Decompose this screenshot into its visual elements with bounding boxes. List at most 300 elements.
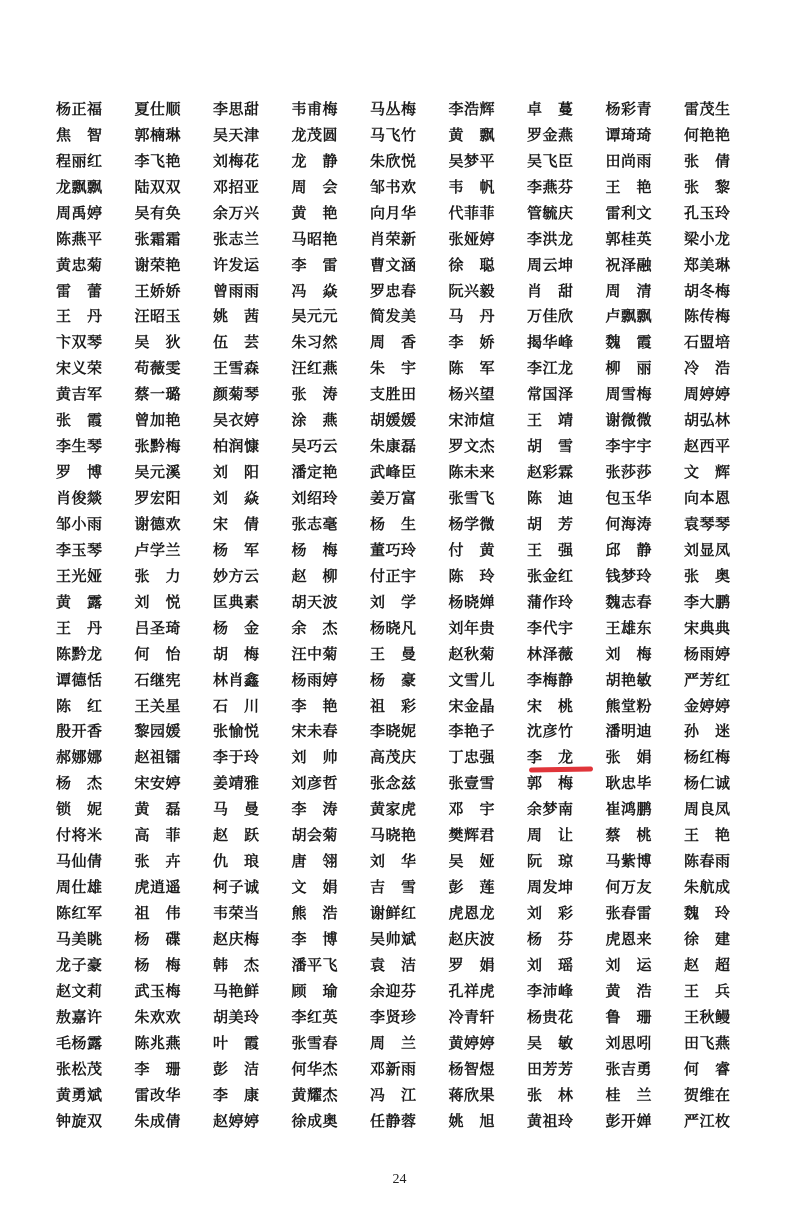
name-cell: 蒲作玲 <box>527 592 574 611</box>
name-cell: 吴有奂 <box>134 203 182 222</box>
name-cell: 刘 帅 <box>291 748 339 767</box>
name-row <box>56 1056 746 1082</box>
name-cell: 杨学微 <box>448 514 496 533</box>
name-cell: 赵庆波 <box>448 929 496 948</box>
name-cell: 李代宇 <box>527 618 574 637</box>
name-cell: 程丽红 <box>56 151 103 170</box>
name-cell: 朱习然 <box>291 333 339 352</box>
name-cell: 黄 露 <box>56 592 103 611</box>
name-row <box>56 226 746 252</box>
name-cell: 王雄东 <box>605 618 653 637</box>
name-cell: 向本恩 <box>684 489 731 508</box>
name-cell: 张 奥 <box>684 566 731 585</box>
name-cell: 杨 生 <box>370 514 417 533</box>
name-cell: 黄勇斌 <box>56 1085 103 1104</box>
name-cell: 唐 翎 <box>291 852 339 871</box>
name-cell: 杨 金 <box>213 618 260 637</box>
name-cell: 郭 梅 <box>527 774 574 793</box>
name-cell: 吴衣婷 <box>213 411 260 430</box>
name-cell: 张 卉 <box>134 852 182 871</box>
name-cell: 付 黄 <box>448 540 496 559</box>
name-cell: 吴梦平 <box>448 151 496 170</box>
name-cell: 崔鸿鹏 <box>605 800 653 819</box>
name-cell: 贺维在 <box>684 1085 731 1104</box>
name-cell: 向月华 <box>370 203 417 222</box>
name-cell: 邹书欢 <box>370 177 417 196</box>
name-cell: 刘 运 <box>605 955 653 974</box>
name-row <box>56 278 746 304</box>
name-cell: 孙 迷 <box>684 722 731 741</box>
name-cell: 武玉梅 <box>134 981 182 1000</box>
name-cell: 余 杰 <box>291 618 339 637</box>
name-cell: 李晓妮 <box>370 722 417 741</box>
name-cell: 张 涛 <box>291 385 339 404</box>
name-cell: 周雪梅 <box>605 385 653 404</box>
name-cell: 张金红 <box>527 566 574 585</box>
name-cell: 徐 建 <box>684 929 731 948</box>
name-cell: 杨 梅 <box>291 540 339 559</box>
name-cell: 任静蓉 <box>370 1111 417 1130</box>
name-cell: 袁琴琴 <box>684 514 731 533</box>
name-row <box>56 926 746 952</box>
name-cell: 陈 红 <box>56 696 103 715</box>
name-cell: 石盟培 <box>684 333 731 352</box>
name-cell: 李 珊 <box>134 1059 182 1078</box>
name-cell: 韦荣当 <box>213 904 260 923</box>
name-row <box>56 770 746 796</box>
name-cell: 丁忠强 <box>448 748 496 767</box>
name-cell: 周 兰 <box>370 1033 417 1052</box>
name-cell: 胡 雪 <box>527 437 574 456</box>
name-cell: 姚 茜 <box>213 307 260 326</box>
name-cell: 黎园媛 <box>134 722 182 741</box>
name-cell: 马 曼 <box>213 800 260 819</box>
name-cell: 揭华峰 <box>527 333 574 352</box>
name-cell: 朱欣悦 <box>370 151 417 170</box>
name-cell: 杨雨婷 <box>684 644 731 663</box>
name-cell: 吴 娅 <box>448 852 496 871</box>
name-cell: 刘 梅 <box>605 644 653 663</box>
name-cell: 王 曼 <box>370 644 417 663</box>
name-cell: 严江枚 <box>684 1111 731 1130</box>
name-cell: 孔祥虎 <box>448 981 496 1000</box>
name-cell: 胡 芳 <box>527 514 574 533</box>
name-cell: 赵 超 <box>684 955 731 974</box>
name-cell: 钱梦玲 <box>605 566 653 585</box>
name-cell: 王 艳 <box>605 177 653 196</box>
name-cell: 邓 宇 <box>448 800 496 819</box>
name-cell: 吴元溪 <box>134 463 182 482</box>
name-cell: 李 博 <box>291 929 339 948</box>
name-cell: 高茂庆 <box>370 748 417 767</box>
name-row <box>56 1030 746 1056</box>
name-cell: 黄 艳 <box>291 203 339 222</box>
name-cell: 张 黎 <box>684 177 731 196</box>
name-cell: 姚 旭 <box>448 1111 496 1130</box>
name-row <box>56 485 746 511</box>
name-cell: 张松茂 <box>56 1059 103 1078</box>
name-cell: 耿忠毕 <box>605 774 653 793</box>
name-cell: 杨 豪 <box>370 670 417 689</box>
name-row <box>56 381 746 407</box>
name-cell: 罗文杰 <box>448 437 496 456</box>
name-cell: 高 菲 <box>134 826 182 845</box>
name-cell: 宋 桃 <box>527 696 574 715</box>
name-cell: 龙飘飘 <box>56 177 103 196</box>
name-cell: 宋安婷 <box>134 774 182 793</box>
name-cell: 马昭艳 <box>291 229 339 248</box>
name-cell: 张莎莎 <box>605 463 653 482</box>
names-grid <box>56 96 746 1134</box>
name-cell: 罗 博 <box>56 463 103 482</box>
name-cell: 殷开香 <box>56 722 103 741</box>
name-cell: 张 倩 <box>684 151 731 170</box>
name-cell: 何海涛 <box>605 514 653 533</box>
name-cell: 魏志春 <box>605 592 653 611</box>
name-cell: 李艳子 <box>448 722 496 741</box>
name-row <box>56 1082 746 1108</box>
name-cell: 朱航成 <box>684 878 731 897</box>
name-cell: 黄 飘 <box>448 125 496 144</box>
name-cell: 卓 蔓 <box>527 99 574 118</box>
name-row <box>56 952 746 978</box>
name-cell: 彭 洁 <box>213 1059 260 1078</box>
name-cell: 李 康 <box>213 1085 260 1104</box>
name-cell: 朱成倩 <box>134 1111 182 1130</box>
name-cell: 许发运 <box>213 255 260 274</box>
name-cell: 杨 杰 <box>56 774 103 793</box>
name-cell: 仇 琅 <box>213 852 260 871</box>
name-cell: 汪红燕 <box>291 359 339 378</box>
name-cell: 李浩辉 <box>448 99 496 118</box>
name-row <box>56 1108 746 1134</box>
name-cell: 黄祖玲 <box>527 1111 574 1130</box>
name-cell: 宋未春 <box>291 722 339 741</box>
name-cell: 阮 琼 <box>527 852 574 871</box>
name-cell: 张志兰 <box>213 229 260 248</box>
name-cell: 罗宏阳 <box>134 489 182 508</box>
name-cell: 杨 军 <box>213 540 260 559</box>
name-cell: 胡媛媛 <box>370 411 417 430</box>
name-cell: 张春雷 <box>605 904 653 923</box>
name-cell: 肖俊燚 <box>56 489 103 508</box>
name-row <box>56 122 746 148</box>
name-row <box>56 796 746 822</box>
name-cell: 刘 焱 <box>213 489 260 508</box>
name-cell: 杨 碟 <box>134 929 182 948</box>
name-cell: 赵 跃 <box>213 826 260 845</box>
name-row <box>56 511 746 537</box>
name-cell: 谭琦琦 <box>605 125 653 144</box>
name-cell: 黄耀杰 <box>291 1085 339 1104</box>
name-cell: 冯 焱 <box>291 281 339 300</box>
name-cell: 杨红梅 <box>684 748 731 767</box>
name-cell: 朱康磊 <box>370 437 417 456</box>
name-cell: 张 力 <box>134 566 182 585</box>
name-row <box>56 822 746 848</box>
name-cell: 钟旋双 <box>56 1111 103 1130</box>
name-cell: 姜靖雅 <box>213 774 260 793</box>
name-cell: 马美眺 <box>56 929 103 948</box>
name-cell: 何 睿 <box>684 1059 731 1078</box>
name-cell: 曾加艳 <box>134 411 182 430</box>
name-cell: 卢飘飘 <box>605 307 653 326</box>
name-cell: 杨正福 <box>56 99 103 118</box>
name-cell: 杨仁诚 <box>684 774 731 793</box>
name-cell: 王 丹 <box>56 618 103 637</box>
name-cell: 刘 瑶 <box>527 955 574 974</box>
name-cell: 虎恩来 <box>605 929 653 948</box>
name-cell: 祝泽融 <box>605 255 653 274</box>
name-cell: 周婷婷 <box>684 385 731 404</box>
name-cell: 马艳鲜 <box>213 981 260 1000</box>
name-cell: 马飞竹 <box>370 125 417 144</box>
name-cell: 张霜霜 <box>134 229 182 248</box>
name-cell: 沈彦竹 <box>527 722 574 741</box>
name-cell: 黄吉军 <box>56 385 103 404</box>
name-cell: 毛杨露 <box>56 1033 103 1052</box>
name-cell: 包玉华 <box>605 489 653 508</box>
name-cell: 雷茂生 <box>684 99 731 118</box>
name-cell: 吴帅斌 <box>370 929 417 948</box>
name-cell: 陈燕平 <box>56 229 103 248</box>
name-cell: 杨彩青 <box>605 99 653 118</box>
name-cell: 王 兵 <box>684 981 731 1000</box>
name-row <box>56 174 746 200</box>
name-cell: 王 艳 <box>684 826 731 845</box>
name-cell: 冷 浩 <box>684 359 731 378</box>
name-row <box>56 615 746 641</box>
name-cell: 熊堂粉 <box>605 696 653 715</box>
name-cell: 韩 杰 <box>213 955 260 974</box>
name-cell: 赵祖镭 <box>134 748 182 767</box>
name-cell: 刘年贵 <box>448 618 496 637</box>
name-cell: 田飞燕 <box>684 1033 731 1052</box>
name-cell: 苟薇雯 <box>134 359 182 378</box>
name-row <box>56 252 746 278</box>
name-cell: 蔡一璐 <box>134 385 182 404</box>
name-cell: 刘 彩 <box>527 904 574 923</box>
name-cell: 黄 浩 <box>605 981 653 1000</box>
name-cell: 罗金燕 <box>527 125 574 144</box>
name-cell: 龙子豪 <box>56 955 103 974</box>
name-cell: 黄婷婷 <box>448 1033 496 1052</box>
name-cell: 宋义荣 <box>56 359 103 378</box>
name-cell: 陈兆燕 <box>134 1033 182 1052</box>
name-cell: 李江龙 <box>527 359 574 378</box>
name-cell: 刘彦哲 <box>291 774 339 793</box>
name-cell: 何 怡 <box>134 644 182 663</box>
name-cell: 石继宪 <box>134 670 182 689</box>
name-cell: 曹文涵 <box>370 255 417 274</box>
name-cell: 吕圣琦 <box>134 618 182 637</box>
name-cell: 黄 磊 <box>134 800 182 819</box>
name-cell: 王 靖 <box>527 411 574 430</box>
name-cell: 叶 霞 <box>213 1033 260 1052</box>
name-cell: 文 辉 <box>684 463 731 482</box>
name-cell: 杨 梅 <box>134 955 182 974</box>
name-row <box>56 900 746 926</box>
name-cell: 刘思吲 <box>605 1033 653 1052</box>
page-number: 24 <box>392 1172 407 1187</box>
name-cell: 郑美琳 <box>684 255 731 274</box>
name-cell: 汪昭玉 <box>134 307 182 326</box>
name-cell: 罗 娟 <box>448 955 496 974</box>
name-cell: 徐成奥 <box>291 1111 339 1130</box>
name-row <box>56 459 746 485</box>
name-cell: 王光娅 <box>56 566 103 585</box>
name-row <box>56 744 746 770</box>
name-cell: 李 龙 <box>527 748 574 767</box>
name-cell: 马 丹 <box>448 307 496 326</box>
name-cell: 张愉悦 <box>213 722 260 741</box>
name-cell: 魏 霞 <box>605 333 653 352</box>
name-cell: 林肖鑫 <box>213 670 260 689</box>
name-cell: 曾雨雨 <box>213 281 260 300</box>
name-cell: 吴 狄 <box>134 333 182 352</box>
name-cell: 赵秋菊 <box>448 644 496 663</box>
name-cell: 李 艳 <box>291 696 339 715</box>
name-cell: 卢学兰 <box>134 540 182 559</box>
name-cell: 王娇娇 <box>134 281 182 300</box>
name-cell: 邹小雨 <box>56 514 103 533</box>
name-cell: 柳 丽 <box>605 359 653 378</box>
name-cell: 赵西平 <box>684 437 731 456</box>
name-cell: 付将米 <box>56 826 103 845</box>
name-cell: 石 川 <box>213 696 260 715</box>
name-cell: 杨贵花 <box>527 1007 574 1026</box>
name-cell: 杨智煜 <box>448 1059 496 1078</box>
name-cell: 李于玲 <box>213 748 260 767</box>
name-cell: 顾 瑜 <box>291 981 339 1000</box>
name-cell: 肖荣新 <box>370 229 417 248</box>
name-cell: 张 霞 <box>56 411 103 430</box>
name-row <box>56 848 746 874</box>
name-cell: 马紫博 <box>605 852 653 871</box>
name-cell: 刘显凤 <box>684 540 731 559</box>
name-cell: 马仙倩 <box>56 852 103 871</box>
name-cell: 谢微微 <box>605 411 653 430</box>
name-cell: 周云坤 <box>527 255 574 274</box>
name-cell: 龙茂圆 <box>291 125 339 144</box>
name-cell: 周良凤 <box>684 800 731 819</box>
name-cell: 吉 雪 <box>370 878 417 897</box>
name-cell: 刘 华 <box>370 852 417 871</box>
name-cell: 王关星 <box>134 696 182 715</box>
name-cell: 邓新雨 <box>370 1059 417 1078</box>
name-cell: 赵 柳 <box>291 566 339 585</box>
name-row <box>56 355 746 381</box>
name-cell: 杨晓凡 <box>370 618 417 637</box>
name-cell: 伍 芸 <box>213 333 260 352</box>
name-cell: 马丛梅 <box>370 99 417 118</box>
name-cell: 何艳艳 <box>684 125 731 144</box>
name-cell: 董巧玲 <box>370 540 417 559</box>
name-cell: 张 娟 <box>605 748 653 767</box>
name-row <box>56 563 746 589</box>
name-cell: 刘 悦 <box>134 592 182 611</box>
name-cell: 张雪飞 <box>448 489 496 508</box>
name-row <box>56 1004 746 1030</box>
name-cell: 敖嘉许 <box>56 1007 103 1026</box>
name-row <box>56 978 746 1004</box>
name-cell: 胡 梅 <box>213 644 260 663</box>
name-cell: 陈黔龙 <box>56 644 103 663</box>
name-cell: 何华杰 <box>291 1059 339 1078</box>
name-cell: 陈未来 <box>448 463 496 482</box>
name-cell: 彭 莲 <box>448 878 496 897</box>
name-cell: 潘明迪 <box>605 722 653 741</box>
name-row <box>56 200 746 226</box>
name-cell: 郭桂英 <box>605 229 653 248</box>
name-cell: 韦 帆 <box>448 177 496 196</box>
name-cell: 代菲菲 <box>448 203 496 222</box>
name-cell: 陈 军 <box>448 359 496 378</box>
name-cell: 罗忠春 <box>370 281 417 300</box>
name-cell: 阮兴毅 <box>448 281 496 300</box>
name-cell: 严芳红 <box>684 670 731 689</box>
name-cell: 祖 彩 <box>370 696 417 715</box>
name-cell: 妙方云 <box>213 566 260 585</box>
name-row <box>56 329 746 355</box>
name-cell: 魏 玲 <box>684 904 731 923</box>
name-cell: 王 丹 <box>56 307 103 326</box>
name-cell: 周 清 <box>605 281 653 300</box>
name-cell: 余万兴 <box>213 203 260 222</box>
name-cell: 刘绍玲 <box>291 489 339 508</box>
name-cell: 周 会 <box>291 177 339 196</box>
name-cell: 鲁 珊 <box>605 1007 653 1026</box>
name-cell: 胡弘林 <box>684 411 731 430</box>
name-cell: 涂 燕 <box>291 411 339 430</box>
name-cell: 龙 静 <box>291 151 339 170</box>
name-cell: 田芳芳 <box>527 1059 574 1078</box>
name-cell: 陈 迪 <box>527 489 574 508</box>
name-cell: 余梦南 <box>527 800 574 819</box>
name-cell: 虎恩龙 <box>448 904 496 923</box>
name-cell: 张雪春 <box>291 1033 339 1052</box>
name-cell: 李宇宇 <box>605 437 653 456</box>
name-cell: 张志毫 <box>291 514 339 533</box>
name-cell: 常国泽 <box>527 385 574 404</box>
name-cell: 樊辉君 <box>448 826 496 845</box>
name-cell: 韦甫梅 <box>291 99 339 118</box>
name-cell: 肖 甜 <box>527 281 574 300</box>
name-row <box>56 719 746 745</box>
name-cell: 冷青轩 <box>448 1007 496 1026</box>
name-cell: 虎逍遥 <box>134 878 182 897</box>
name-cell: 李大鹏 <box>684 592 731 611</box>
name-cell: 陆双双 <box>134 177 182 196</box>
name-cell: 赵婷婷 <box>213 1111 260 1130</box>
name-cell: 李洪龙 <box>527 229 574 248</box>
name-cell: 陈传梅 <box>684 307 731 326</box>
name-cell: 付正宇 <box>370 566 417 585</box>
name-cell: 宋 倩 <box>213 514 260 533</box>
name-cell: 李沛峰 <box>527 981 574 1000</box>
name-row <box>56 304 746 330</box>
name-cell: 赵彩霖 <box>527 463 574 482</box>
name-cell: 文 娟 <box>291 878 339 897</box>
name-cell: 文雪儿 <box>448 670 496 689</box>
name-cell: 宋沛煊 <box>448 411 496 430</box>
name-cell: 雷改华 <box>134 1085 182 1104</box>
name-cell: 黄忠菊 <box>56 255 103 274</box>
name-cell: 周禹婷 <box>56 203 103 222</box>
name-cell: 颜菊琴 <box>213 385 260 404</box>
name-cell: 张黔梅 <box>134 437 182 456</box>
name-cell: 支胜田 <box>370 385 417 404</box>
